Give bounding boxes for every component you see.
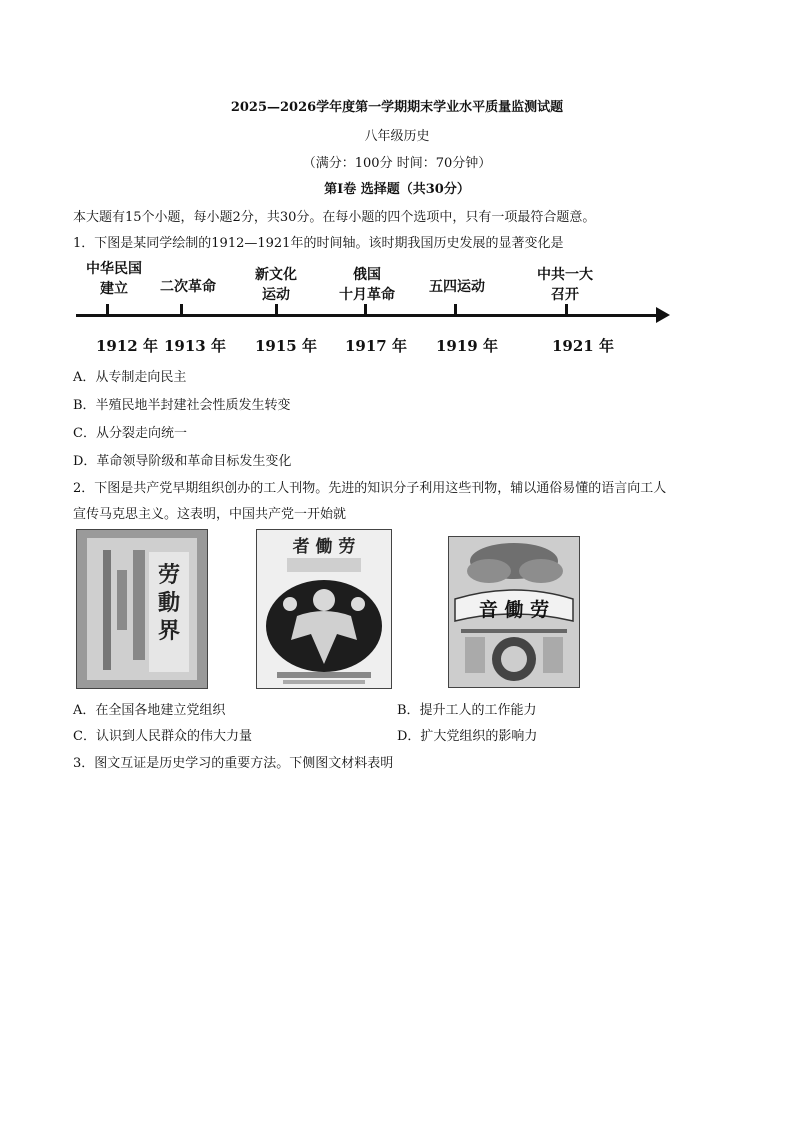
timeline-event: [332, 265, 402, 305]
timeline-event-line2: 运动: [262, 287, 290, 303]
q1-timeline: [60, 255, 680, 365]
timeline-tick: [180, 304, 183, 316]
timeline-event-line1: 中华民国: [86, 261, 142, 277]
q2-option-c[interactable]: C．认识到人民群众的伟大力量: [73, 729, 252, 744]
timeline-tick: [454, 304, 457, 316]
svg-text:界: 界: [157, 618, 181, 644]
timeline-event: [82, 259, 146, 299]
timeline-event: [530, 265, 600, 305]
q3-stem: 3．图文互证是历史学习的重要方法。下侧图文材料表明: [73, 756, 394, 771]
q1-stem: 1．下图是某同学绘制的1912—1921年的时间轴。该时期我国历史发展的显著变化是: [73, 236, 564, 251]
timeline-tick: [106, 304, 109, 316]
q2-option-b[interactable]: B．提升工人的工作能力: [397, 703, 537, 718]
svg-text:者 働 劳: 者 働 劳: [292, 537, 356, 557]
timeline-year: 1921 年: [552, 337, 614, 355]
timeline-year: 1917 年: [345, 337, 407, 355]
timeline-event-line1: 二次革命: [160, 279, 216, 295]
exam-title: 2025—2026学年度第一学期期末学业水平质量监测试题: [230, 100, 564, 115]
q2-stem-line2: 宣传马克思主义。这表明，中国共产党一开始就: [73, 507, 347, 522]
timeline-event-line2: 十月革命: [339, 287, 395, 303]
timeline-tick: [565, 304, 568, 316]
timeline-arrow-icon: [656, 307, 670, 323]
q2-option-d[interactable]: D．扩大党组织的影响力: [397, 729, 538, 744]
journal-cover-1-icon: [77, 530, 207, 688]
q1-option-a[interactable]: A．从专制走向民主: [73, 370, 187, 385]
journal-cover-2-icon: [257, 530, 391, 688]
timeline-event-line2: 召开: [551, 287, 579, 303]
timeline-event: [156, 277, 220, 297]
timeline-event-line2: 建立: [100, 281, 128, 297]
timeline-event-line1: 新文化: [255, 267, 297, 283]
exam-info: （满分：100分 时间：70分钟）: [302, 156, 492, 171]
timeline-year: 1915 年: [255, 337, 317, 355]
timeline-year: 1912 年: [96, 337, 158, 355]
timeline-tick: [275, 304, 278, 316]
journal-image-laodongyin: [448, 536, 580, 688]
q2-stem-line1: 2．下图是共产党早期组织创办的工人刊物。先进的知识分子利用这些刊物，辅以通俗易懂的语言向工人: [73, 481, 667, 496]
timeline-year: 1913 年: [164, 337, 226, 355]
svg-text:動: 動: [157, 590, 181, 616]
timeline-event: [248, 265, 304, 305]
journal-image-laodongzhe: [256, 529, 392, 689]
timeline-event-line1: 中共一大: [537, 267, 593, 283]
svg-text:劳: 劳: [157, 562, 181, 588]
q1-option-c[interactable]: C．从分裂走向统一: [73, 426, 187, 441]
section-intro: 本大题有15个小题，每小题2分，共30分。在每小题的四个选项中，只有一项最符合题意。: [73, 210, 596, 225]
q1-option-b[interactable]: B．半殖民地半封建社会性质发生转变: [73, 398, 291, 413]
exam-subject: 八年级历史: [364, 129, 430, 144]
q1-option-d[interactable]: D．革命领导阶级和革命目标发生变化: [73, 454, 292, 469]
svg-text:音 働 劳: 音 働 劳: [478, 599, 550, 621]
section-title: 第Ⅰ卷 选择题（共30分）: [324, 182, 470, 197]
timeline-event-line1: 五四运动: [429, 279, 485, 295]
timeline-tick: [364, 304, 367, 316]
timeline-event: [422, 277, 492, 297]
journal-image-laodongjie: [76, 529, 208, 689]
timeline-year: 1919 年: [436, 337, 498, 355]
timeline-event-line1: 俄国: [353, 267, 381, 283]
timeline-axis: [76, 314, 664, 317]
journal-cover-3-icon: [449, 537, 579, 687]
q2-option-a[interactable]: A．在全国各地建立党组织: [73, 703, 226, 718]
